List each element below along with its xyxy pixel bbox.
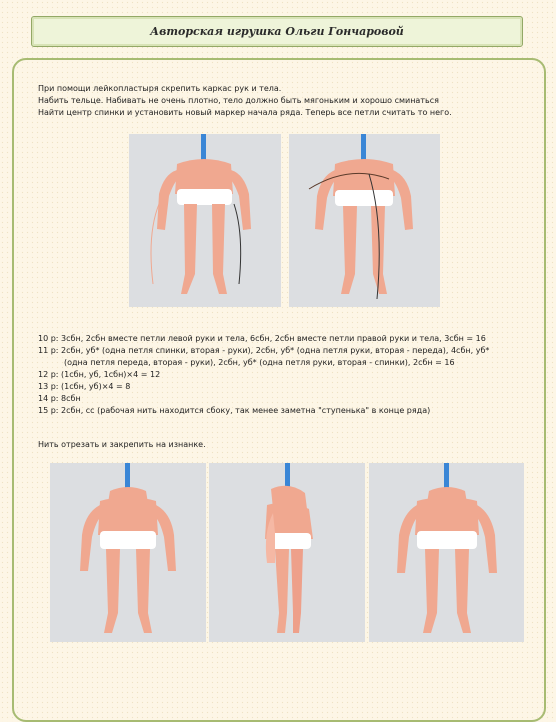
intro-text: [38, 83, 452, 119]
intro-line: Набить тельце. Набивать не очень плотно, тело должно быть мягоньким и хорошо сминаться: [38, 96, 439, 105]
page-header: [31, 16, 523, 47]
photo-body-front: [129, 134, 281, 307]
intro-line: Найти центр спинки и установить новый маркер начала ряда. Теперь все петли считать то него.: [38, 108, 452, 117]
pattern-row-10: 10 р: 3сбн, 2сбн вместе петли левой руки и тела, 6сбн, 2сбн вместе петли правой руки и тела, 3сбн = 16: [38, 334, 486, 343]
pattern-row-11-cont: (одна петля переда, вторая - руки), 2сбн, уб* (одна петля руки, вторая - спинки), 2сбн = 16: [64, 358, 455, 367]
pattern-row-14: 14 р: 8сбн: [38, 394, 81, 403]
photo-body-back: [289, 134, 440, 307]
doll-finished-side-image: [209, 463, 365, 642]
finish-text: [38, 439, 206, 451]
pattern-row-15: 15 р: 2сбн, сс (рабочая нить находится сбоку, так менее заметна "ступенька" в конце ряда): [38, 406, 431, 415]
doll-body-front-image: [129, 134, 281, 307]
doll-finished-back-image: [369, 463, 524, 642]
pattern-text: [38, 333, 489, 417]
intro-line: При помощи лейкопластыря скрепить каркас рук и тела.: [38, 84, 282, 93]
page-title: Авторская игрушка Ольги Гончаровой: [150, 25, 404, 38]
pattern-row-12: 12 р: (1сбн, уб, 1сбн)×4 = 12: [38, 370, 161, 379]
finish-line: Нить отрезать и закрепить на изнанке.: [38, 440, 206, 449]
pattern-row-13: 13 р: (1сбн, уб)×4 = 8: [38, 382, 131, 391]
photo-finished-back: [369, 463, 524, 642]
doll-finished-front-image: [50, 463, 206, 642]
doll-body-back-image: [289, 134, 440, 307]
photo-finished-front: [50, 463, 206, 642]
photo-finished-side: [209, 463, 365, 642]
pattern-row-11: 11 р: 2сбн, уб* (одна петля спинки, вторая - руки), 2сбн, уб* (одна петля руки, вторая - переда), 4сбн, уб*: [38, 346, 490, 355]
